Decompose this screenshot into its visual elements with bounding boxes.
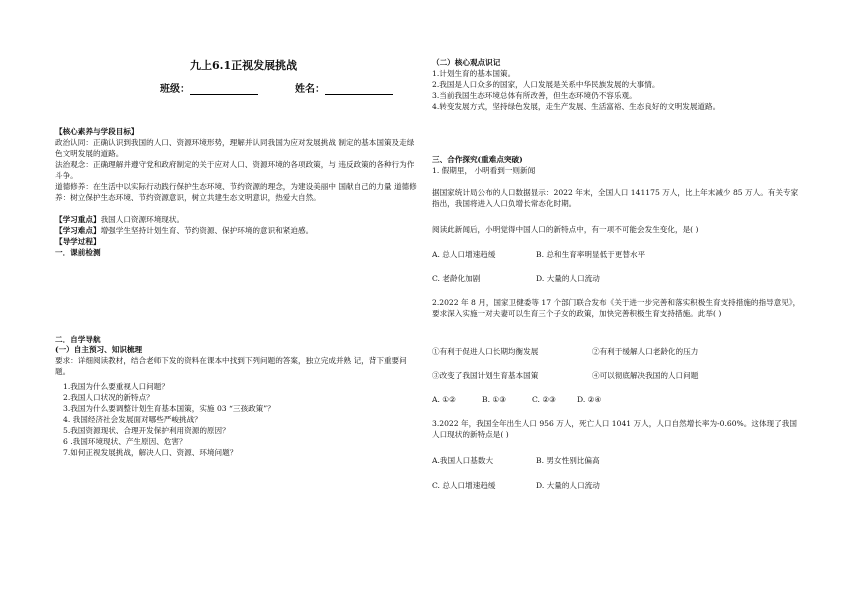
q2-option-d: D. ②④ <box>577 395 602 404</box>
difficulty-text: 增强学生坚持计划生育、节约资源、保护环境的意识和紧迫感。 <box>100 226 314 235</box>
question-item: 4. 我国经济社会发展面对哪些严峻挑战？ <box>63 415 202 424</box>
q2-option-b: B. ①③ <box>482 395 507 404</box>
question-2: 2.2022 年 8 月，国家卫健委等 17 个部门联合发布《关于进一步完善和落实积极生育支持措施的指导意见》，要求深入实施一对夫妻可以生育三个子女的政策，加快完善积极生育支持措施。此举( ) <box>432 298 801 318</box>
question-item: 1.我国为什么要重视人口问题？ <box>63 382 169 391</box>
q2-statement-1: ①有利于促进人口长期均衡发展 <box>432 347 539 356</box>
question-item: 3.我国为什么要调整计划生育基本国策，实施 03 “三孩政策”？ <box>63 404 275 413</box>
class-label: 班级： <box>160 84 190 95</box>
core-views-heading: （二）核心观点识记 <box>432 58 501 67</box>
page-title: 九上6.1正视发展挑战 <box>190 59 298 72</box>
q1-option-a: A. 总人口增速趋缓 <box>432 250 496 259</box>
key-point-text: 我国人口资源环境现状。 <box>100 215 185 224</box>
q2-option-a: A. ①② <box>432 395 456 404</box>
core-view-item: 3.当前我国生态环境总体有所改善，但生态环境仍不容乐观。 <box>432 91 637 100</box>
q2-statement-2: ②有利于缓解人口老龄化的压力 <box>592 347 699 356</box>
name-label: 姓名： <box>295 84 325 95</box>
q3-option-a: A.我国人口基数大 <box>432 456 494 465</box>
news-intro: 1. 假期里， 小明看到一则新闻 <box>432 166 536 175</box>
core-goals-heading: 【核心素养与学段目标】 <box>55 127 139 136</box>
q1-option-d: D. 大量的人口流动 <box>536 274 600 283</box>
question-1: 阅读此新闻后，小明觉得中国人口的新特点中，有一项不可能会发生变化，是( ) <box>432 225 699 234</box>
question-3: 3.2022 年，我国全年出生人口 956 万人，死亡人口 1041 万人，人口自然增长率为-0.60%。这体现了我国人口现状的新特点是( ) <box>432 419 797 439</box>
class-field <box>160 84 258 95</box>
difficulty-point <box>55 225 313 236</box>
q2-option-c: C. ②③ <box>532 395 556 404</box>
process-heading: 【导学过程】 <box>55 237 101 246</box>
section3-heading: 三、合作探究(重难点突破) <box>432 155 523 164</box>
section1-heading: 一．课前检测 <box>55 248 101 257</box>
core-view-item: 4.转变发展方式，坚持绿色发展，走生产发展、生活富裕、生态良好的文明发展道路。 <box>432 102 721 111</box>
core-view-item: 1.计划生育的基本国策。 <box>432 69 516 78</box>
section2-subheading: (一）自主预习、知识梳理 <box>55 345 143 354</box>
question-item: 6 .我国环境现状、产生原因、危害？ <box>63 437 187 446</box>
class-blank[interactable] <box>190 84 258 95</box>
q1-option-c: C. 老龄化加剧 <box>432 274 481 283</box>
question-item: 5.我国资源现状、合理开发保护利用资源的原因？ <box>63 426 230 435</box>
q2-statement-3: ③改变了我国计划生育基本国策 <box>432 371 539 380</box>
section2-heading: 二．自学导航 <box>55 335 101 344</box>
core-view-item: 2.我国是人口众多的国家，人口发展是关系中华民族发展的大事情。 <box>432 80 660 89</box>
q1-option-b: B. 总和生育率明显低于更替水平 <box>536 250 646 259</box>
key-point <box>55 214 184 225</box>
q2-statement-4: ④可以彻底解决我国的人口问题 <box>592 371 699 380</box>
name-field <box>295 84 393 95</box>
q3-option-b: B. 男女性别比偏高 <box>536 456 600 465</box>
question-item: 7.如何正视发展挑战，解决人口、资源、环境问题？ <box>63 448 238 457</box>
q3-option-c: C. 总人口增速趋缓 <box>432 481 496 490</box>
difficulty-label: 【学习难点】 <box>55 226 101 235</box>
key-point-label: 【学习重点】 <box>55 215 101 224</box>
morality-goal: 道德修养：在生活中以实际行动践行保护生态环境、节约资源的理念，为建设美丽中 国献自己的力量 道德修养：树立保护生态环境、节约资源意识，树立共建生态文明意识，热爱大自然。 <box>55 182 417 202</box>
rule-of-law-goal: 法治观念：正确理解并遵守党和政府制定的关于应对人口、资源环境的各项政策，与 违反政策的各种行为作斗争。 <box>55 160 415 180</box>
news-text: 据国家统计局公布的人口数据显示：2022 年末，全国人口 141175 万人，比上年末减少 85 万人。有关专家指出，我国将进入人口负增长常态化时期。 <box>432 188 799 208</box>
name-blank[interactable] <box>325 84 393 95</box>
question-item: 2.我国人口状况的新特点？ <box>63 393 154 402</box>
q3-option-d: D. 大量的人口流动 <box>536 481 600 490</box>
political-goal: 政治认同：正确认识到我国的人口、资源环境形势，理解并认同我国为应对发展挑战 制定的基本国策及走绿色文明发展的道路。 <box>55 138 415 158</box>
requirement-text: 要求：详细阅读教材，结合老师下发的资料在课本中找到下列问题的答案，独立完成并熟 记，背下重要问题。 <box>55 356 407 376</box>
